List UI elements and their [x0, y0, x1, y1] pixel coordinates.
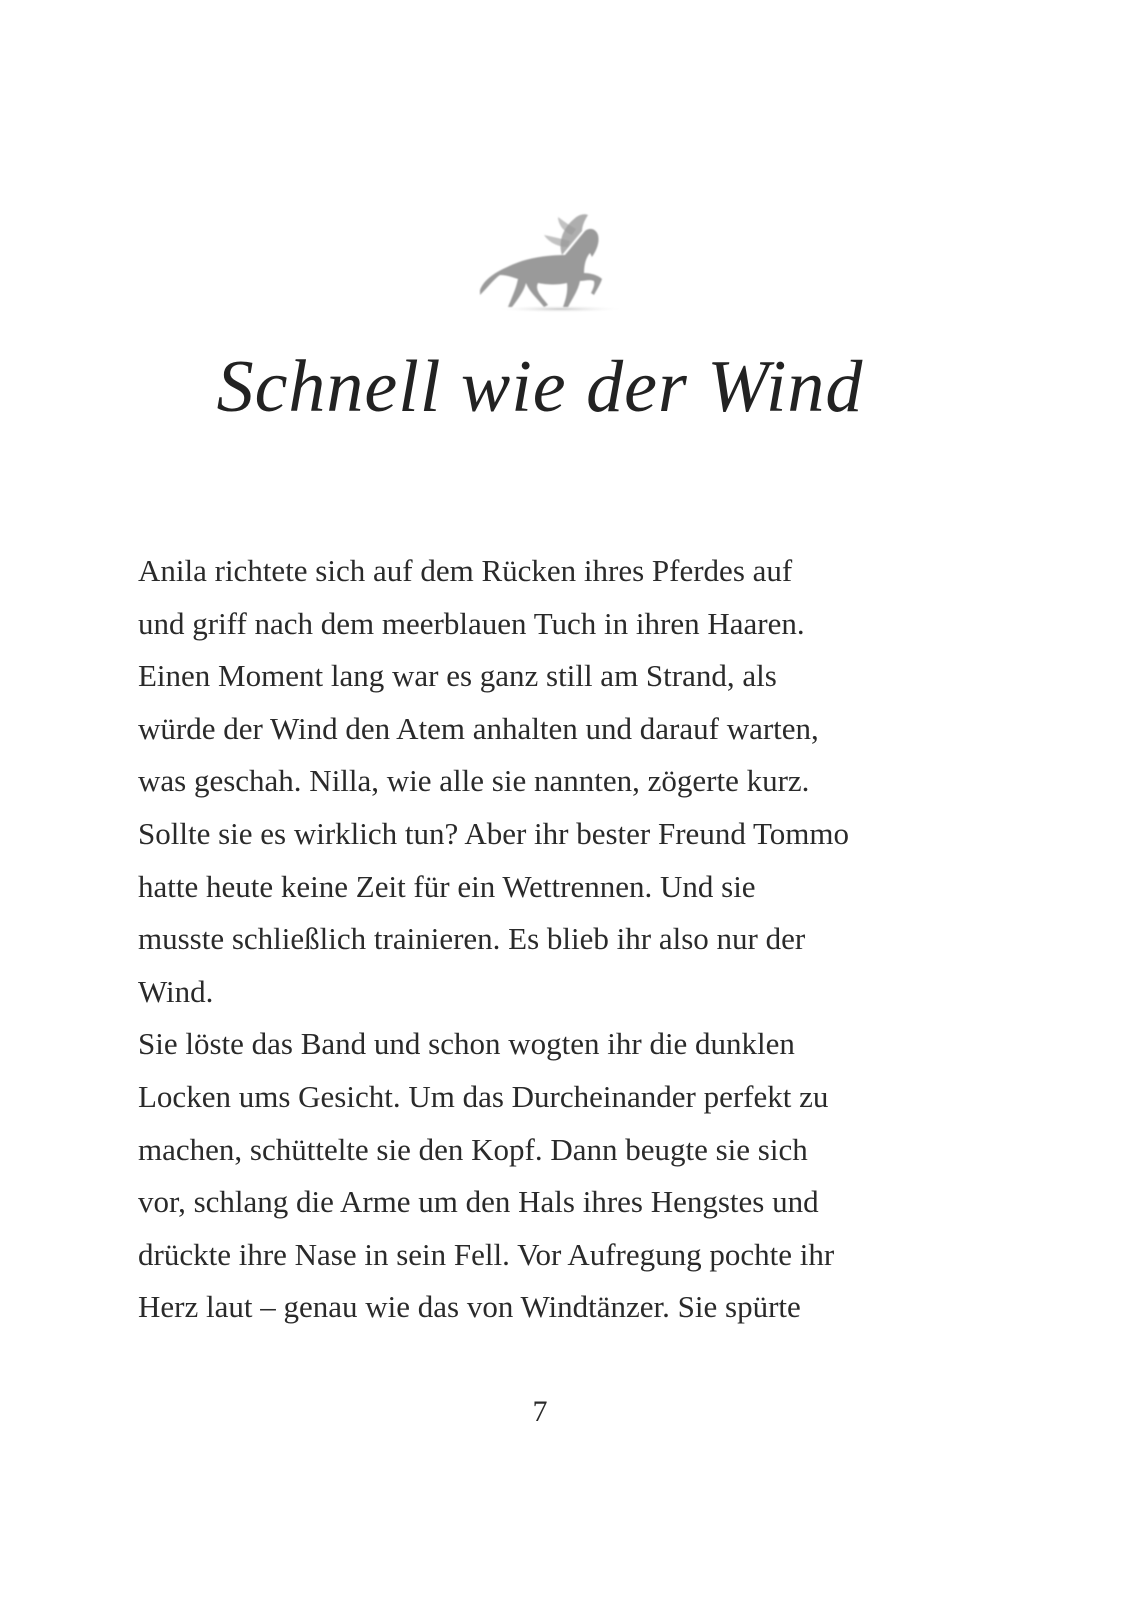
horse-silhouette-icon [450, 195, 630, 320]
text-line: Einen Moment lang war es ganz still am Strand, als [138, 658, 777, 694]
text-line: Locken ums Gesicht. Um das Durcheinander perfekt zu [138, 1078, 829, 1114]
body-text [138, 545, 958, 1334]
text-line: musste schließlich trainieren. Es blieb ihr also nur der [138, 921, 806, 957]
text-line: Sollte sie es wirklich tun? Aber ihr bester Freund Tommo [138, 815, 850, 851]
chapter-title: Schnell wie der Wind [216, 346, 864, 428]
text-line: drückte ihre Nase in sein Fell. Vor Aufregung pochte ihr [138, 1236, 835, 1272]
text-line: machen, schüttelte sie den Kopf. Dann beugte sie sich [138, 1131, 808, 1167]
text-line: Anila richtete sich auf dem Rücken ihres Pferdes auf [138, 553, 793, 588]
text-line: würde der Wind den Atem anhalten und darauf warten, [138, 710, 819, 746]
text-line: Sie löste das Band und schon wogten ihr die dunklen [138, 1026, 795, 1062]
text-line: was geschah. Nilla, wie alle sie nannten, zögerte kurz. [138, 763, 810, 799]
text-line: hatte heute keine Zeit für ein Wettrennen. Und sie [138, 868, 756, 904]
text-line: Wind. [138, 973, 214, 1009]
text-line: Herz laut – genau wie das von Windtänzer. Sie spürte [138, 1289, 801, 1325]
text-line: vor, schlang die Arme um den Hals ihres Hengstes und [138, 1184, 819, 1220]
page-number: 7 [532, 1395, 548, 1428]
text-line: und griff nach dem meerblauen Tuch in ihren Haaren. [138, 605, 805, 641]
